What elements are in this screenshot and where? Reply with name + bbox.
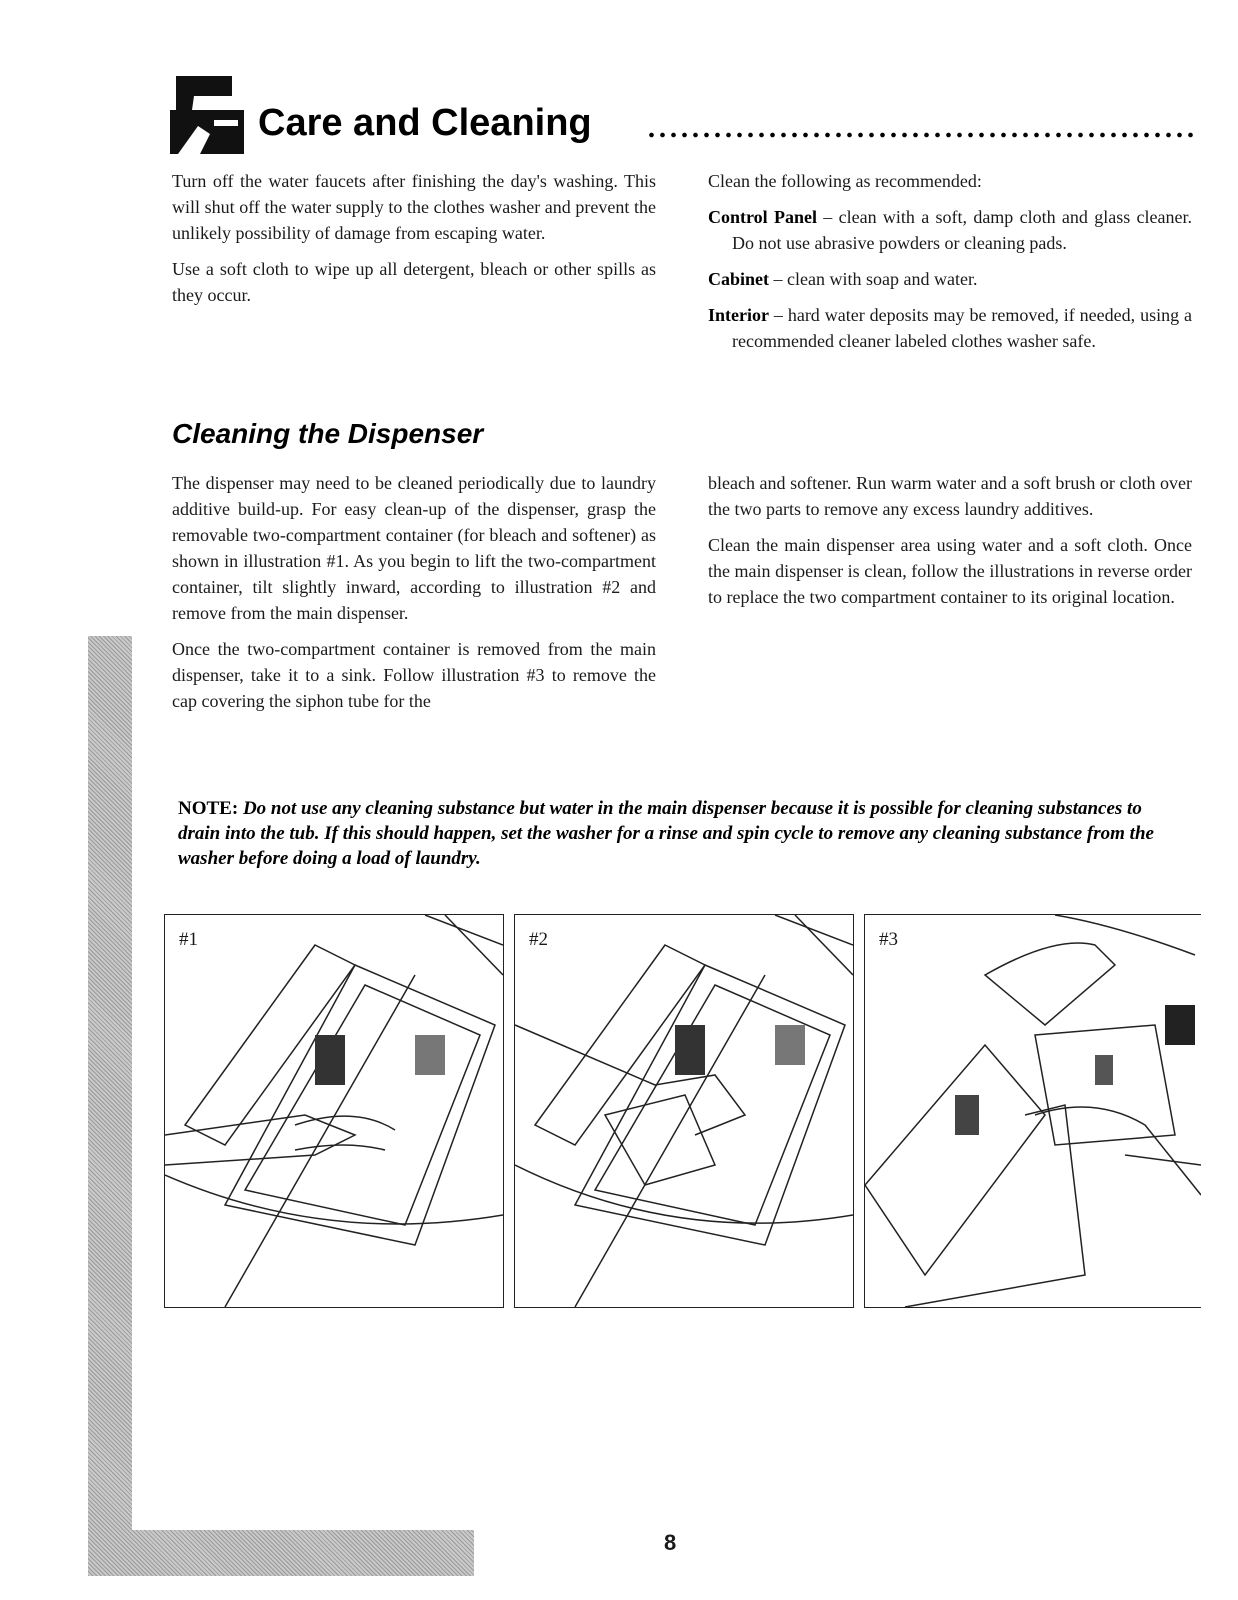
illustration-2 [514,914,854,1308]
illustration-label: #2 [529,929,548,950]
decorative-bottom-bar [88,1530,474,1576]
recommendations-lead: Clean the following as recommended: [708,171,982,191]
recommendation-term: Interior [708,305,769,325]
recommendation-text: – hard water deposits may be removed, if needed, using a recommended cleaner labeled clothes washer safe. [732,305,1192,351]
illustration-1 [164,914,504,1308]
illustration-label: #3 [879,929,898,950]
recommendation-item [708,266,1192,292]
dispenser-illustration-1 [165,915,503,1307]
page-number: 8 [664,1530,677,1555]
intro-right-column [708,168,1192,364]
recommendation-item [708,302,1192,354]
page-title: Care and Cleaning [258,102,592,144]
illustration-label: #1 [179,929,198,950]
dispenser-illustration-3 [865,915,1201,1307]
illustration-3 [864,914,1201,1308]
dispenser-illustration-2 [515,915,853,1307]
recommendation-term: Cabinet [708,269,770,289]
note-label: NOTE: [178,798,239,819]
cleaning-spray-icon [170,76,244,154]
dispenser-paragraph: The dispenser may need to be cleaned periodically due to laundry additive build-up. For easy clean-up of the dispenser, grasp the removable two-compartment container (for bleach and softener) as shown in illustration #1. As you begin to lift the two-compartment container, tilt slightly inward, according to illustration #2 and remove from the main dispenser. [172,473,656,623]
decorative-side-bar [88,636,132,1576]
note-text: Do not use any cleaning substance but water in the main dispenser because it is possible for cleaning substances to drain into the tub. If this should happen, set the washer for a rinse and spin cycle to remove any cleaning substance from the washer before doing a load of laundry. [178,798,1154,869]
recommendation-item [708,204,1192,256]
intro-left-column [172,168,656,318]
section-title: Cleaning the Dispenser [172,418,484,449]
intro-paragraph: Use a soft cloth to wipe up all detergent, bleach or other spills as they occur. [172,259,656,305]
dispenser-paragraph: bleach and softener. Run warm water and a soft brush or cloth over the two parts to remove any excess laundry additives. [708,473,1192,519]
recommendation-term: Control Panel [708,207,817,227]
title-leader-dots [646,131,1198,139]
dispenser-right-column [708,470,1192,620]
recommendation-text: – clean with a soft, damp cloth and glass cleaner. Do not use abrasive powders or cleaning pads. [732,207,1192,253]
dispenser-paragraph: Clean the main dispenser area using water and a soft cloth. Once the main dispenser is clean, follow the illustrations in reverse order to replace the two compartment container to its original location. [708,535,1192,607]
intro-paragraph: Turn off the water faucets after finishing the day's washing. This will shut off the water supply to the clothes washer and prevent the unlikely possibility of damage from escaping water. [172,171,656,243]
dispenser-left-column [172,470,656,724]
dispenser-paragraph: Once the two-compartment container is removed from the main dispenser, take it to a sink. Follow illustration #3 to remove the cap covering the siphon tube for the [172,639,656,711]
note-block [178,796,1188,871]
recommendation-text: – clean with soap and water. [769,269,978,289]
